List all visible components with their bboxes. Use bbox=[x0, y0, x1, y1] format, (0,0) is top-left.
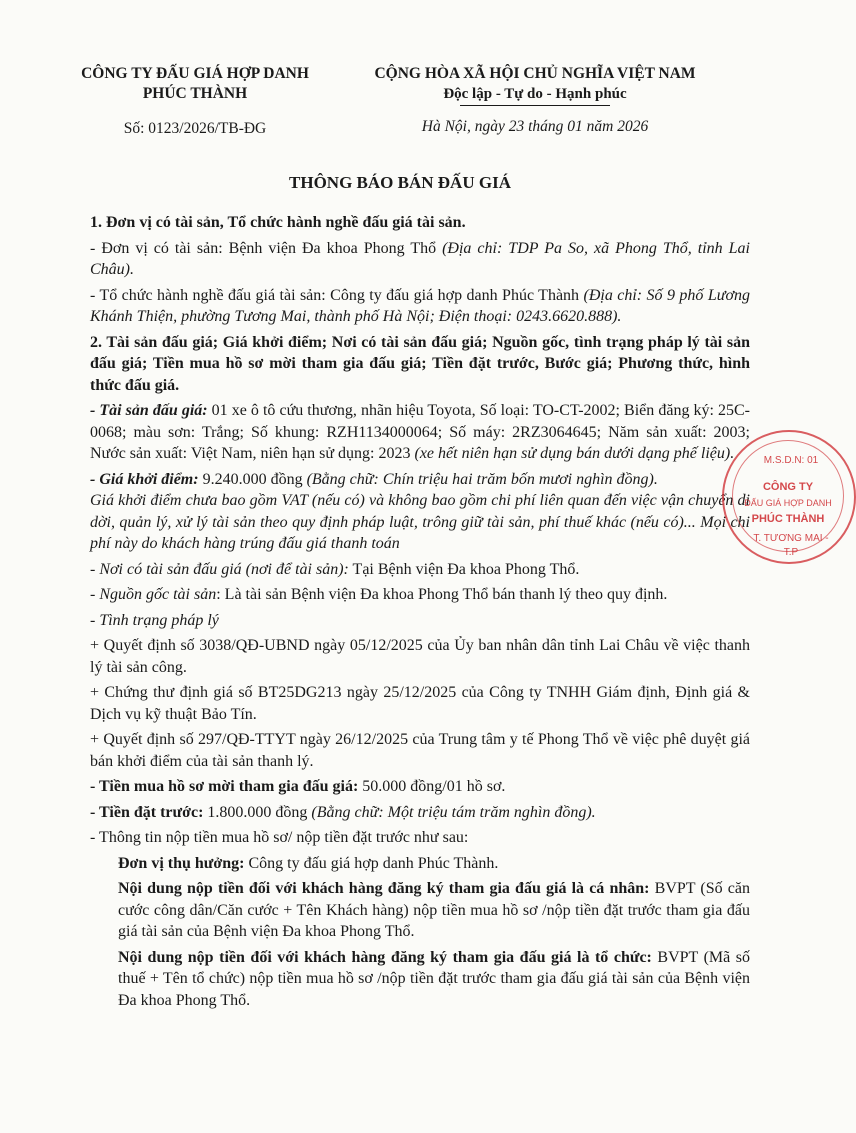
location-text: Tại Bệnh viện Đa khoa Phong Thổ. bbox=[348, 560, 580, 578]
owner-address: (Địa chỉ: TDP Pa So, xã Phong Thổ, tỉnh Lai Châu). bbox=[90, 239, 750, 278]
legal-item: + Quyết định số 297/QĐ-TTYT ngày 26/12/2025 của Trung tâm y tế Phong Thổ về việc phê duyệt giá bán khởi điểm của tài sản thanh lý. bbox=[90, 731, 750, 770]
deposit-value: 1.800.000 đồng bbox=[203, 803, 312, 821]
beneficiary-paragraph bbox=[90, 853, 750, 875]
asset-text: 01 xe ô tô cứu thương, nhãn hiệu Toyota, Số loại: TO-CT-2002; Biển đăng ký: 25C-0068; màu sơn: Trắng; Số khung: RZH1134000064; Số máy: 2RZ3064645; Năm sản xuất: 2003; Nước sản xuất: Việt Nam, niên hạn sử dụng: 2023 bbox=[90, 402, 751, 462]
asset-label: - Tài sản đấu giá: bbox=[90, 402, 208, 419]
dossier-paragraph bbox=[90, 776, 750, 798]
asset-note: (xe hết niên hạn sử dụng bán dưới dạng phế liệu). bbox=[414, 445, 735, 462]
location-label: - Nơi có tài sản đấu giá bbox=[90, 560, 242, 578]
auction-org-text: - Tổ chức hành nghề đấu giá tài sản: Công ty đấu giá hợp danh Phúc Thành bbox=[90, 286, 584, 304]
organization-payment-text: BVPT (Mã số thuế + Tên tổ chức) nộp tiền mua hồ sơ /nộp tiền đặt trước tham gia đấu giá tài sản của Bệnh viện Đa khoa Phong Thổ. bbox=[118, 948, 751, 1009]
dossier-text: 50.000 đồng/01 hồ sơ. bbox=[358, 778, 506, 795]
payment-intro: - Thông tin nộp tiền mua hồ sơ/ nộp tiền đặt trước như sau: bbox=[90, 829, 469, 846]
deposit-words: (Bằng chữ: Một triệu tám trăm nghìn đồng). bbox=[311, 803, 596, 821]
deposit-label: - Tiền đặt trước: bbox=[90, 803, 204, 821]
asset-paragraph bbox=[90, 400, 750, 465]
nation-name: CỘNG HÒA XÃ HỘI CHỦ NGHĨA VIỆT NAM bbox=[374, 65, 696, 82]
location-paren: (nơi để tài sản): bbox=[241, 560, 349, 578]
individual-payment-label: Nội dung nộp tiền đối với khách hàng đăng ký tham gia đấu giá là cá nhân: bbox=[118, 880, 650, 897]
seal-bottom-text: T. TƯƠNG MAI - T.P bbox=[753, 533, 829, 558]
legal-heading bbox=[90, 610, 750, 632]
document-body bbox=[90, 210, 750, 1015]
price-note: Giá khởi điểm chưa bao gồm VAT (nếu có) và không bao gồm chi phí liên quan đến việc vận chuyển di dời, quản lý, xử lý tài sản theo quy định pháp luật, trông giữ tài sản, phí thuế khác (nếu có)... Mọi chi phí này do khách hàng trúng đấu giá thanh toán bbox=[90, 492, 750, 552]
individual-payment-paragraph bbox=[90, 878, 750, 943]
deposit-paragraph bbox=[90, 802, 750, 824]
dossier-label: - Tiền mua hồ sơ mời tham gia đấu giá: bbox=[90, 778, 359, 795]
seal-line3: PHÚC THÀNH bbox=[751, 513, 825, 525]
origin-paragraph bbox=[90, 584, 750, 606]
document-title: THÔNG BÁO BÁN ĐẤU GIÁ bbox=[289, 173, 511, 192]
section1-heading: 1. Đơn vị có tài sản, Tổ chức hành nghề đấu giá tài sản. bbox=[90, 214, 466, 231]
auction-org-paragraph bbox=[90, 285, 750, 328]
issuer-block bbox=[70, 64, 320, 140]
location-paragraph bbox=[90, 559, 750, 581]
price-paragraph bbox=[90, 469, 750, 555]
seal-line2: ĐẤU GIÁ HỢP DANH bbox=[744, 498, 832, 508]
national-motto: Độc lập - Tự do - Hạnh phúc bbox=[443, 86, 627, 102]
auction-org-address: (Địa chỉ: Số 9 phố Lương Khánh Thiện, phường Tương Mai, thành phố Hà Nội; Điện thoại: 0243.6620.888). bbox=[90, 286, 751, 325]
seal-line1: CÔNG TY bbox=[762, 481, 814, 493]
document-number: Số: 0123/2026/TB-ĐG bbox=[123, 120, 267, 137]
origin-label: - Nguồn gốc tài sản bbox=[90, 586, 217, 603]
company-seal-stamp bbox=[722, 430, 856, 564]
document-date: Hà Nội, ngày 23 tháng 01 năm 2026 bbox=[421, 118, 649, 135]
organization-payment-paragraph bbox=[90, 947, 750, 1012]
section2-heading: 2. Tài sản đấu giá; Giá khởi điểm; Nơi có tài sản đấu giá; Nguồn gốc, tình trạng pháp lý tài sản đấu giá; Tiền mua hồ sơ mời tham gia đấu giá; Tiền đặt trước, Bước giá; Phương thức, hình thức đấu giá. bbox=[90, 333, 750, 394]
issuer-name-line2: PHÚC THÀNH bbox=[142, 85, 248, 102]
owner-paragraph bbox=[90, 238, 750, 281]
beneficiary-text: Công ty đấu giá hợp danh Phúc Thành. bbox=[244, 854, 499, 872]
price-words: (Bằng chữ: Chín triệu hai trăm bốn mươi nghìn đồng). bbox=[306, 470, 658, 488]
national-header bbox=[345, 64, 725, 138]
price-label: - Giá khởi điểm: bbox=[90, 470, 199, 488]
motto-underline bbox=[460, 105, 610, 106]
owner-text: - Đơn vị có tài sản: Bệnh viện Đa khoa Phong Thổ bbox=[90, 239, 443, 257]
individual-payment-text: BVPT (Số căn cước công dân/Căn cước + Tên Khách hàng) nộp tiền mua hồ sơ /nộp tiền đặt trước tham gia đấu giá tài sản của Bệnh viện Đa khoa Phong Thổ. bbox=[118, 880, 751, 940]
seal-top-text: M.S.D.N: 01 bbox=[763, 455, 819, 466]
organization-payment-label: Nội dung nộp tiền đối với khách hàng đăng ký tham gia đấu giá là tổ chức: bbox=[118, 948, 652, 966]
beneficiary-label: Đơn vị thụ hưởng: bbox=[118, 854, 245, 872]
legal-label: - Tình trạng pháp lý bbox=[90, 611, 219, 629]
origin-text: : Là tài sản Bệnh viện Đa khoa Phong Thổ bán thanh lý theo quy định. bbox=[216, 586, 668, 603]
price-value: 9.240.000 đồng bbox=[198, 470, 307, 488]
issuer-name-line1: CÔNG TY ĐẤU GIÁ HỢP DANH bbox=[81, 65, 309, 82]
legal-item: + Chứng thư định giá số BT25DG213 ngày 25/12/2025 của Công ty TNHH Giám định, Định giá & Dịch vụ kỹ thuật Bảo Tín. bbox=[90, 684, 750, 723]
legal-item: + Quyết định số 3038/QĐ-UBND ngày 05/12/2025 của Ủy ban nhân dân tỉnh Lai Châu về việc thanh lý tài sản công. bbox=[90, 637, 750, 676]
